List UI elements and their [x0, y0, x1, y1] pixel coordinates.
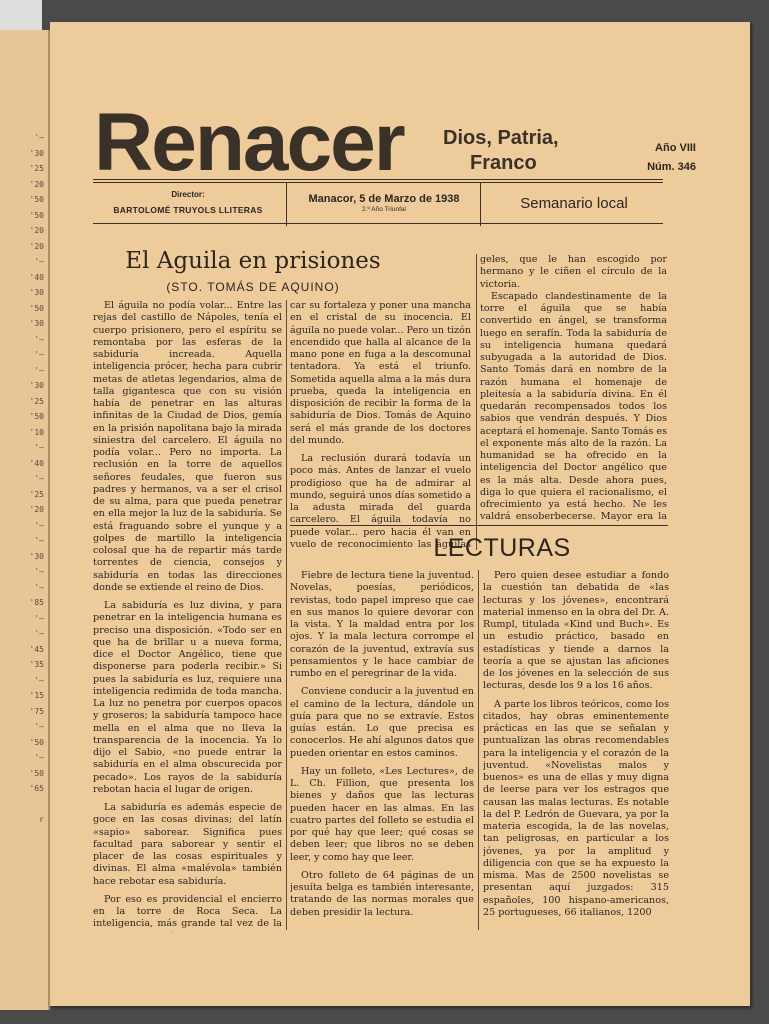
- adjacent-page-number: '85: [29, 598, 44, 607]
- adjacent-page-number: '—: [34, 334, 44, 344]
- adjacent-page-number: '35: [29, 660, 44, 669]
- adjacent-page-number: '50: [29, 210, 44, 220]
- adjacent-page-number: '30: [29, 288, 44, 297]
- adjacent-page-number: '20: [29, 179, 44, 189]
- adjacent-page-number: '10: [29, 427, 44, 437]
- adjacent-page-number: '—: [34, 722, 44, 731]
- adjacent-page-number: '20: [29, 226, 44, 235]
- adjacent-page-number: '25: [29, 164, 44, 173]
- adjacent-page-number: '—: [34, 536, 44, 545]
- paragraph: Por eso es providencial el encierro en la torre de Roca Seca. La inteligencia, más grande tal vez de la: [93, 893, 282, 930]
- section-title: LECTURAS: [433, 534, 571, 562]
- adjacent-page-number: '50: [29, 303, 44, 313]
- adjacent-page-number: '—: [34, 567, 44, 576]
- adjacent-page-number: '—: [34, 443, 44, 452]
- weekly-label: Semanario local: [520, 195, 628, 212]
- info-separator-2: [480, 182, 481, 226]
- adjacent-page-number: '—: [34, 520, 44, 530]
- article-column-3: [480, 254, 667, 524]
- adjacent-page-number: '50: [29, 768, 44, 778]
- adjacent-page-number: '30: [29, 381, 44, 390]
- masthead-rule-top-2: [93, 182, 663, 183]
- adjacent-page-number: '25: [29, 396, 44, 406]
- adjacent-page-number: '—: [34, 350, 44, 359]
- paragraph: Hay un folleto, «Les Lectures», de L. Ch. Fillion, que presenta los bienes y daños que las lecturas pueden hacer en las almas. En las cuatro partes del folleto se estudia el por qué hay que leer; qué cosas se deben leer; que libros no se deben leer, y como hay que leer.: [290, 765, 474, 863]
- newspaper-page: [50, 22, 750, 1006]
- paragraph: Escapado clandestinamente de la torre el águila que se había convertido en ángel, se transforma luego en serafín. Toda la sabiduría de su inteligencia humana quedará subyugada a la autoridad de Dios. Santo Tomás dará en nombre de la razón humana el homenaje de pleitesía a la sabiduría divina. En él quedarán recompensados todos los sabios que vendrán después. Y Dios aceptará el homenaje. Santo Tomás es el exponente más alto de la razón. La humanidad se ha ofrecido en la inteligencia del Doctor angélico que es la más alta. Desde ahora pues, diga lo que quiera el racionalismo, el ofrecimiento ya está hecho. Ne les valdrá ensoberbecerse. Mayor era la: [480, 290, 667, 523]
- adjacent-page-number: r: [39, 815, 44, 824]
- adjacent-page-number: '—: [34, 365, 44, 375]
- paragraph: Otro folleto de 64 páginas de un jesuíta belga es también interesante, tratando de las normas morales que deben presidir la lectura.: [290, 869, 474, 918]
- adjacent-page-number: '50: [29, 195, 44, 204]
- scan-margin: [0, 0, 42, 30]
- column-rule: [476, 254, 477, 550]
- adjacent-page-number: '40: [29, 458, 44, 468]
- adjacent-page-numbers: [30, 130, 44, 828]
- paragraph: El águila no podía volar... Entre las rejas del castillo de Nápoles, tenía el cuerpo prisionero, pero el espíritu se remontaba por las esferas de la sabiduría increada. Aquella inteligencia prócer, hecha para cubrir metas de atletas legendarios, alma de talla gigantesca que con su visión había de penetrar en las alturas infinitas de la Ciudad de Dios, gemía en la prisión napolitana bajo la mirada siniestra del carcelero. El águila no podía volar... Pero no importa. La reclusión en la torre de aquellos señores feudales, que fueron sus padres y hermanos, va a ser el crisol de su alma, para que pueda penetrar en ella mejor la luz de la sabiduría. Se está fraguando sobre el yunque y a golpes de martillo la inteligencia colosal que ha de repartir más tarde torrentes de ciencia, consejos y sabiduría en todas las direcciones donde se extiende el reino de Dios.: [93, 300, 282, 593]
- date-cell: [289, 185, 479, 225]
- section-rule: [290, 525, 668, 526]
- adjacent-page-number: '—: [34, 582, 44, 592]
- adjacent-page-number: '40: [29, 272, 44, 282]
- adjacent-page-number: '65: [29, 784, 44, 793]
- article-column-2: [290, 300, 471, 550]
- paragraph: Conviene conducir a la juventud en el camino de la lectura, dándole un guía para que no se extravíe. Estos guías están. Lo que precisa es conocerlos. He ahí algunos datos que pueden orientar en estos caminos.: [290, 686, 474, 759]
- column-rule: [286, 300, 287, 930]
- adjacent-page-number: '75: [29, 706, 44, 716]
- masthead-motto: [443, 126, 583, 176]
- paragraph: La sabiduría es luz divina, y para penetrar en la inteligencia humana es preciso una disposición. «Todo ser en que ha de brillar u a nueva forma, dice el Doctor Angélico, tiene que disponerse para poderla recibir.» Si pues la sabiduría es luz, requiere una inteligencia redimida de toda mancha. La luz no penetra por cuerpos opacos y groseros; la sabiduría tampoco hace mella en el alma que no lleva la transparencia de la inocencia. Ya lo dijo el Sabio, «no puede entrar la sabiduría en el alma obscurecida por pecado». Los rayos de la sabiduría rebotan hacia el lugar de origen.: [93, 600, 282, 795]
- issue-info: [624, 139, 696, 177]
- adjacent-page-number: '30: [29, 319, 44, 328]
- dateline-sub: 2.º Año Triunfal: [362, 206, 406, 213]
- adjacent-page-number: '20: [29, 505, 44, 514]
- paragraph: A parte los libros teóricos, como los citados, hay obras eminentemente prácticas en las que se señalan y puntualizan las obras recomendables para la inteligencia y el corazón de la juventud. «Novelistas malos y buenos» es una de ellas y muy digna de leerse para ver los estragos que causan las malas lecturas. Es notable la del P. Ledrón de Guevara, ya por la materia escogida, la de las novelas, tan peligrosas, en particular a los jóvenes, ya por la amplitud y diligencia con que se ha expuesto la misma. Mas de 2500 novelistas se presentan aquí juzgados: 315 españoles, 100 hispano-americanos, 25 portugueses, 66 italianos, 1200: [483, 698, 669, 918]
- masthead-info-row: [93, 185, 663, 225]
- adjacent-page-number: '—: [34, 629, 44, 638]
- adjacent-page-number: '—: [34, 133, 44, 142]
- paragraph: La sabiduría es además especie de goce en las cosas divinas; del latín «sapio» saborear. Significa pues facultad para saborear y sentir el placer de las cosas espirituales y divinas. El alma «malévola» también hace rebotar esa sabiduría.: [93, 802, 282, 887]
- adjacent-page-number: '—: [34, 675, 44, 685]
- adjacent-page-number: '—: [34, 753, 44, 762]
- paragraph: Pero quien desee estudiar a fondo la cuestión tan debatida de «las lecturas y los jóvenes», encontrará material inmenso en la obra del Dr. A. Rumpl, titulada «Kind und Buch». Es un estudio práctico, basado en estadísticas y tiende a darnos la teoría a que se ajustan las aficiones de los jóvenes en la selección de sus lecturas, desde los 9 a los 16 años.: [483, 570, 669, 692]
- adjacent-page-number: '—: [34, 257, 44, 266]
- adjacent-page-number: '—: [34, 474, 44, 483]
- adjacent-page-number: '20: [29, 241, 44, 251]
- weekly-cell: [485, 185, 663, 225]
- motto-line-1: Dios, Patria,: [443, 127, 559, 149]
- adjacent-page-number: '25: [29, 489, 44, 499]
- director-cell: [93, 185, 283, 225]
- issue-year: Año VIII: [655, 142, 696, 154]
- motto-line-2: Franco: [470, 152, 537, 174]
- paragraph: Fiebre de lectura tiene la juventud. Novelas, poesías, periódicos, revistas, todo papel impreso que cae en sus manos lo quiere devorar con la vista. Y la maldad entra por los ojos. Y la mala lectura corrompe el corazón de la juventud, extravía sus pensamientos y le hace cambiar de rumbo en el peregrinar de la vida.: [290, 570, 474, 679]
- adjacent-page-number: '15: [29, 691, 44, 700]
- paragraph: geles, que le han escogido por hermano y le ciñen el círculo de la victoria.: [480, 254, 667, 290]
- info-separator-1: [286, 182, 287, 226]
- adjacent-page-number: '30: [29, 551, 44, 561]
- adjacent-page-number: '50: [29, 737, 44, 747]
- paragraph: car su fortaleza y poner una mancha en el cristal de su inocencia. El águila no puede volar... Pero un tizón encendido que halla al alcance de la mano pone en fuga a la descomunal tentadora. Ya está el triunfo. Sometida aquella alma a la más dura prueba, queda la inteligencia en disposición de recibir la forma de la sabiduría de Dios. Tomás de Aquino será el más grande de los doctores del mundo.: [290, 300, 471, 446]
- lecturas-column-1: [290, 570, 474, 930]
- article-subtitle: (STO. TOMÁS DE AQUINO): [166, 280, 340, 294]
- director-name: BARTOLOMÉ TRUYOLS LLITERAS: [113, 205, 263, 215]
- article-title: El Aguila en prisiones: [125, 248, 381, 274]
- director-label: Director:: [171, 190, 205, 199]
- article-column-1: [93, 300, 282, 932]
- issue-number: Núm. 346: [647, 161, 696, 173]
- adjacent-page-number: [30, 797, 44, 813]
- masthead-rule-bottom: [93, 223, 663, 224]
- masthead-title: Renacer: [94, 97, 404, 188]
- column-rule: [478, 570, 479, 930]
- masthead-rule-top: [93, 179, 663, 180]
- lecturas-column-2: [483, 570, 669, 930]
- dateline: Manacor, 5 de Marzo de 1938: [308, 193, 460, 205]
- adjacent-page-number: '45: [29, 644, 44, 654]
- adjacent-page-number: '—: [34, 613, 44, 623]
- paragraph: La reclusión durará todavía un poco más. Antes de lanzar el vuelo prodigioso que ha de admirar al mundo, seguirá unos días sometido a la adusta mirada del guarda carcelero. El águila todavía no puede volar... pero hacia él van en vuelo de reconocimiento las águilas: [290, 453, 471, 550]
- adjacent-page-edge: [0, 30, 50, 1010]
- adjacent-page-number: '30: [29, 148, 44, 158]
- adjacent-page-number: '50: [29, 412, 44, 421]
